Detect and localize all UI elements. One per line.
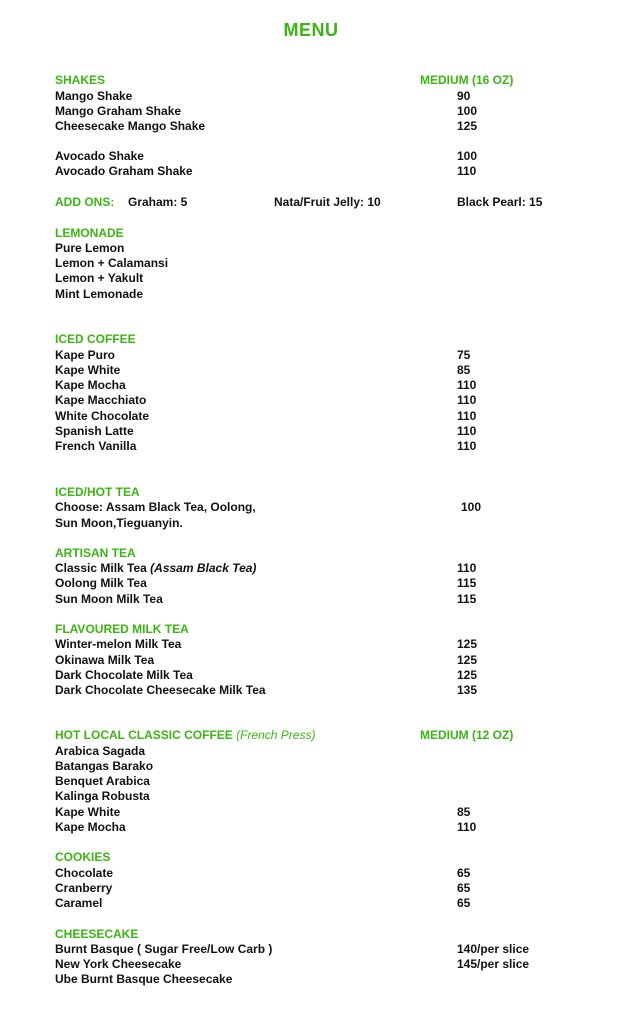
menu-item-price: 100: [461, 500, 482, 514]
addons-label: ADD ONS:: [55, 195, 115, 209]
shakes-size-header: MEDIUM (16 OZ): [420, 73, 514, 87]
menu-item-price: 65: [457, 896, 471, 910]
hot-coffee-header: [55, 727, 315, 743]
menu-item-price: 65: [457, 866, 471, 880]
menu-item-price: 110: [457, 820, 477, 834]
menu-item-name: Mint Lemonade: [55, 287, 144, 301]
menu-item-name: Okinawa Milk Tea: [55, 653, 155, 667]
lemonade-header: LEMONADE: [55, 226, 124, 240]
addon-graham: Graham: 5: [128, 195, 188, 209]
menu-item-price: 110: [457, 393, 477, 407]
menu-item-name: Kape White: [55, 805, 121, 819]
menu-item-name: French Vanilla: [55, 439, 137, 453]
cheesecake-header: CHEESECAKE: [55, 927, 139, 941]
menu-item-name: Mango Shake: [55, 89, 133, 103]
item-name-text: Classic Milk Tea: [55, 561, 151, 575]
cookies-header: COOKIES: [55, 850, 111, 864]
menu-item-name: Burnt Basque ( Sugar Free/Low Carb ): [55, 942, 273, 956]
menu-item-name: Lemon + Calamansi: [55, 256, 169, 270]
menu-item-price: 85: [457, 805, 471, 819]
menu-item-name: Kape White: [55, 363, 121, 377]
menu-item-price: 115: [457, 576, 477, 590]
menu-item-price: 125: [457, 653, 478, 667]
menu-item-name: Cheesecake Mango Shake: [55, 119, 206, 133]
menu-item-name: White Chocolate: [55, 409, 150, 423]
menu-item-name: Mango Graham Shake: [55, 104, 182, 118]
hot-coffee-note: (French Press): [236, 728, 316, 742]
iced-hot-tea-header: ICED/HOT TEA: [55, 485, 140, 499]
menu-item-name: Kape Mocha: [55, 820, 126, 834]
menu-item-name: New York Cheesecake: [55, 957, 182, 971]
menu-item-price: 110: [457, 424, 477, 438]
menu-item-name: Spanish Latte: [55, 424, 134, 438]
artisan-tea-header: ARTISAN TEA: [55, 546, 136, 560]
menu-item-name: Dark Chocolate Cheesecake Milk Tea: [55, 683, 266, 697]
menu-item-price: 110: [457, 164, 477, 178]
item-note: (Assam Black Tea): [150, 561, 257, 575]
hot-coffee-title: HOT LOCAL CLASSIC COFFEE: [55, 728, 237, 742]
menu-item-price: 110: [457, 439, 477, 453]
menu-item-price: 100: [457, 149, 478, 163]
shakes-header: SHAKES: [55, 73, 106, 87]
menu-item-name: Kape Mocha: [55, 378, 126, 392]
menu-item-name: Winter-melon Milk Tea: [55, 637, 182, 651]
menu-item-name: [55, 560, 256, 576]
addon-pearl: Black Pearl: 15: [457, 195, 543, 209]
menu-item-name: Chocolate: [55, 866, 114, 880]
menu-item-price: 110: [457, 378, 477, 392]
menu-item-name: Kape Macchiato: [55, 393, 147, 407]
menu-item-price: 110: [457, 561, 477, 575]
menu-item-name: Dark Chocolate Milk Tea: [55, 668, 193, 682]
hot-coffee-size-header: MEDIUM (12 OZ): [420, 728, 514, 742]
menu-item-price: 125: [457, 668, 478, 682]
menu-item-name: Caramel: [55, 896, 103, 910]
menu-item-name: Benquet Arabica: [55, 774, 150, 788]
menu-item-price: 85: [457, 363, 471, 377]
tea-choice-line: Choose: Assam Black Tea, Oolong,: [55, 500, 256, 514]
menu-item-price: 115: [457, 592, 477, 606]
menu-item-name: Oolong Milk Tea: [55, 576, 147, 590]
flavoured-milk-tea-header: FLAVOURED MILK TEA: [55, 622, 189, 636]
menu-item-name: Pure Lemon: [55, 241, 125, 255]
menu-item-name: Kalinga Robusta: [55, 789, 150, 803]
menu-item-name: Sun Moon Milk Tea: [55, 592, 163, 606]
menu-item-name: Avocado Shake: [55, 149, 144, 163]
menu-item-price: 125: [457, 637, 478, 651]
menu-item-name: Arabica Sagada: [55, 744, 146, 758]
tea-choice-line: Sun Moon,Tieguanyin.: [55, 516, 183, 530]
menu-item-price: 100: [457, 104, 478, 118]
menu-item-name: Lemon + Yakult: [55, 271, 144, 285]
addon-nata: Nata/Fruit Jelly: 10: [274, 195, 381, 209]
menu-item-name: Kape Puro: [55, 348, 116, 362]
page-title: MENU: [283, 20, 339, 40]
menu-item-name: Avocado Graham Shake: [55, 164, 193, 178]
menu-item-price: 140/per slice: [457, 942, 530, 956]
menu-item-price: 65: [457, 881, 471, 895]
menu-item-name: Ube Burnt Basque Cheesecake: [55, 972, 233, 986]
menu-item-price: 145/per slice: [457, 957, 530, 971]
menu-item-name: Batangas Barako: [55, 759, 154, 773]
menu-item-price: 75: [457, 348, 471, 362]
menu-item-price: 135: [457, 683, 478, 697]
menu-item-price: 125: [457, 119, 478, 133]
iced-coffee-header: ICED COFFEE: [55, 332, 136, 346]
menu-item-name: Cranberry: [55, 881, 113, 895]
menu-item-price: 90: [457, 89, 471, 103]
menu-item-price: 110: [457, 409, 477, 423]
